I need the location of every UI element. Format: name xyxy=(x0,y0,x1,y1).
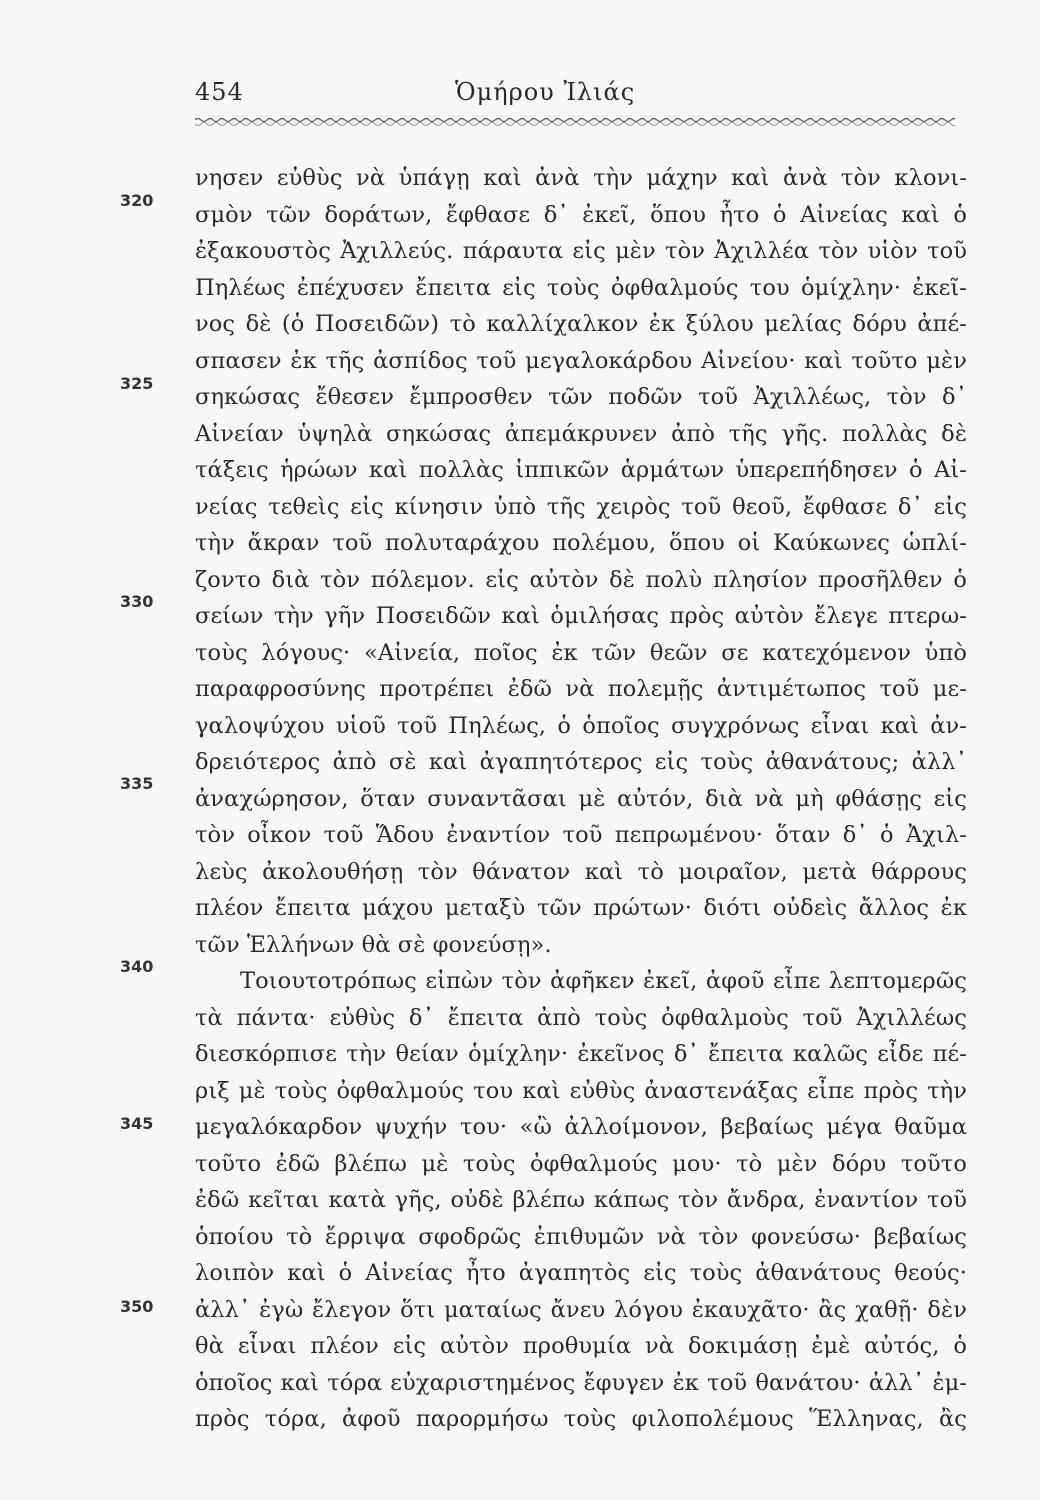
text-line: ἐξακουστὸς Ἀχιλλεύς. πάραυτα εἰς μὲν τὸν Ἀχιλλέα τὸν υἱὸν τοῦ xyxy=(195,238,967,264)
text-line: σμὸν τῶν δοράτων, ἔφθασε δ᾽ ἐκεῖ, ὅπου ἦτο ὁ Αἰνείας καὶ ὁ xyxy=(195,201,967,228)
text-line: σπασεν ἐκ τῆς ἀσπίδος τοῦ μεγαλοκάρδου Αἰνείου· καὶ τοῦτο μὲν xyxy=(195,347,967,374)
running-title: Ὁμήρου Ἰλιάς xyxy=(455,78,636,106)
text-line: πρὸς τόρα, ἀφοῦ παρορμήσω τοὺς φιλοπολέμους Ἕλληνας, ἂς xyxy=(195,1406,967,1432)
text-line: νείας τεθεὶς εἰς κίνησιν ὑπὸ τῆς χειρὸς τοῦ θεοῦ, ἔφθασε δ᾽ εἰς xyxy=(195,493,967,520)
text-line: Πηλέως ἐπέχυσεν ἔπειτα εἰς τοὺς ὀφθαλμούς του ὁμίχλην· ἐκεῖ- xyxy=(195,274,967,301)
text-line: τάξεις ἡρώων καὶ πολλὰς ἱππικῶν ἁρμάτων ὑπερεπήδησεν ὁ Αἰ- xyxy=(195,457,967,483)
text-line: ἐδῶ κεῖται κατὰ γῆς, οὐδὲ βλέπω κάπως τὸν ἄνδρα, ἐναντίον τοῦ xyxy=(195,1187,967,1213)
text-line: τοὺς λόγους· «Αἰνεία, ποῖος ἐκ τῶν θεῶν σε κατεχόμενον ὑπὸ xyxy=(195,639,967,666)
text-line: Αἰνείαν ὑψηλὰ σηκώσας ἀπεμάκρυνεν ἀπὸ τῆς γῆς. πολλὰς δὲ xyxy=(195,420,967,447)
text-line: ἀναχώρησον, ὅταν συναντᾶσαι μὲ αὐτόν, διὰ νὰ μὴ φθάσῃς εἰς xyxy=(195,785,967,812)
text-line: σηκώσας ἔθεσεν ἔμπροσθεν τῶν ποδῶν τοῦ Ἀχιλλέως, τὸν δ᾽ xyxy=(195,384,967,410)
text-line: ριξ μὲ τοὺς ὀφθαλμούς του καὶ εὐθὺς ἀναστενάξας εἶπε πρὸς τὴν xyxy=(195,1077,967,1104)
text-line: ἀλλ᾽ ἐγὼ ἔλεγον ὅτι ματαίως ἄνευ λόγου ἐκαυχᾶτο· ἂς χαθῇ· δὲν xyxy=(195,1296,967,1323)
text-line: τοῦτο ἐδῶ βλέπω μὲ τοὺς ὀφθαλμούς μου· τὸ μὲν δόρυ τοῦτο xyxy=(195,1150,967,1177)
text-line: διεσκόρπισε τὴν θείαν ὁμίχλην· ἐκεῖνος δ᾽ ἔπειτα καλῶς εἶδε πέ- xyxy=(195,1041,967,1067)
text-line: νος δὲ (ὁ Ποσειδῶν) τὸ καλλίχαλκον ἐκ ξύλου μελίας δόρυ ἀπέ- xyxy=(195,311,967,337)
text-line: σείων τὴν γῆν Ποσειδῶν καὶ ὁμιλήσας πρὸς αὐτὸν ἔλεγε πτερω- xyxy=(195,603,967,629)
text-line: ὁποῖος καὶ τόρα εὐχαριστημένος ἔφυγεν ἐκ τοῦ θανάτου· ἀλλ᾽ ἐμ- xyxy=(195,1369,967,1396)
text-line: λοιπὸν καὶ ὁ Αἰνείας ἦτο ἀγαπητὸς εἰς τοὺς ἀθανάτους θεούς· xyxy=(195,1260,967,1286)
line-number-325: 325 xyxy=(120,374,154,393)
text-line: ὁποίου τὸ ἔρριψα σφοδρῶς ἐπιθυμῶν νὰ τὸν φονεύσω· βεβαίως xyxy=(195,1223,967,1250)
text-line: γαλοψύχου υἱοῦ τοῦ Πηλέως, ὁ ὁποῖος συγχρόνως εἶναι καὶ ἀν- xyxy=(195,712,967,739)
text-line: νησεν εὐθὺς νὰ ὑπάγῃ καὶ ἀνὰ τὴν μάχην καὶ ἀνὰ τὸν κλονι- xyxy=(195,165,967,191)
page-number: 454 xyxy=(195,78,244,106)
line-number-335: 335 xyxy=(120,774,154,793)
wavy-rule-divider xyxy=(195,116,955,128)
text-line: ζοντο διὰ τὸν πόλεμον. εἰς αὐτὸν δὲ πολὺ πλησίον προσῆλθεν ὁ xyxy=(195,566,967,593)
body-text xyxy=(195,160,967,1438)
text-line: τὸν οἶκον τοῦ Ἅδου ἐναντίον τοῦ πεπρωμένου· ὅταν δ᾽ ὁ Ἀχιλ- xyxy=(195,822,967,848)
text-line: θὰ εἶναι πλέον εἰς αὐτὸν προθυμία νὰ δοκιμάσῃ ἐμὲ αὐτός, ὁ xyxy=(195,1333,967,1359)
text-line: παραφροσύνης προτρέπει ἐδῶ νὰ πολεμῇς ἀντιμέτωπος τοῦ με- xyxy=(195,676,967,702)
line-number-345: 345 xyxy=(120,1114,154,1133)
line-number-320: 320 xyxy=(120,191,154,210)
text-line: τὴν ἄκραν τοῦ πολυταράχου πολέμου, ὅπου οἱ Καύκωνες ὡπλί- xyxy=(195,530,967,556)
page-header xyxy=(195,78,955,114)
text-line: τῶν Ἑλλήνων θὰ σὲ φονεύσῃ». xyxy=(195,931,552,958)
text-line: μεγαλόκαρδον ψυχήν του· «ὢ ἀλλοίμονον, βεβαίως μέγα θαῦμα xyxy=(195,1114,967,1140)
text-line: τὰ πάντα· εὐθὺς δ᾽ ἔπειτα ἀπὸ τοὺς ὀφθαλμοὺς τοῦ Ἀχιλλέως xyxy=(195,1004,967,1031)
line-number-350: 350 xyxy=(120,1297,154,1316)
text-line-paragraph-start: Τοιουτοτρόπως εἰπὼν τὸν ἀφῆκεν ἐκεῖ, ἀφοῦ εἶπε λεπτομερῶς xyxy=(240,968,967,994)
line-number-330: 330 xyxy=(120,592,154,611)
text-line: δρειότερος ἀπὸ σὲ καὶ ἀγαπητότερος εἰς τοὺς ἀθανάτους; ἀλλ᾽ xyxy=(195,749,967,775)
text-line: πλέον ἔπειτα μάχου μεταξὺ τῶν πρώτων· διότι οὐδεὶς ἄλλος ἐκ xyxy=(195,895,967,921)
line-number-340: 340 xyxy=(120,957,154,976)
text-line: λεὺς ἀκολουθήσῃ τὸν θάνατον καὶ τὸ μοιραῖον, μετὰ θάρρους xyxy=(195,858,967,885)
